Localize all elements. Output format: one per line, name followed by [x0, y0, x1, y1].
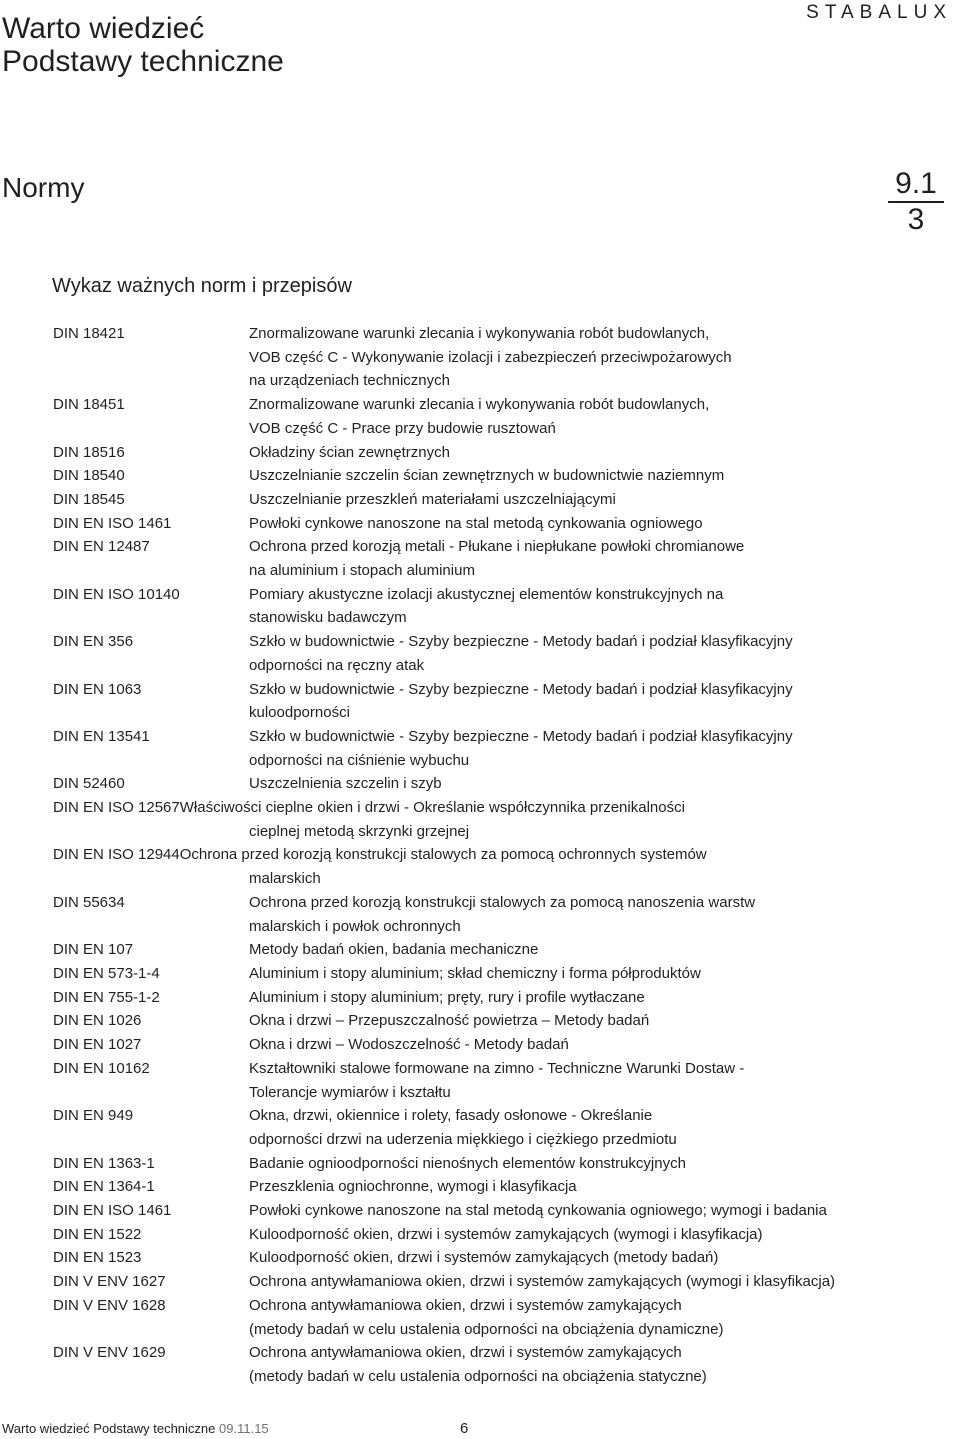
footer — [2, 1421, 269, 1436]
norm-code: DIN EN 755-1-2 — [53, 988, 160, 1006]
norm-description-line: malarskich i powłok ochronnych — [249, 917, 461, 935]
norms-list — [53, 322, 953, 1389]
norm-code: DIN EN 1522 — [53, 1225, 142, 1243]
norm-description-line: kuloodporności — [249, 704, 350, 722]
norm-description — [53, 535, 953, 582]
norm-code: DIN EN 1026 — [53, 1012, 142, 1030]
norm-description-line: Powłoki cynkowe nanoszone na stal metodą cynkowania ogniowego; wymogi i badania — [249, 1202, 827, 1220]
norm-row — [53, 1152, 953, 1176]
norm-description-line: VOB część C - Wykonywanie izolacji i zabezpieczeń przeciwpożarowych — [249, 348, 732, 366]
norm-row — [53, 488, 953, 512]
norm-row — [53, 1009, 953, 1033]
norm-row — [53, 772, 953, 796]
norm-description-line: Okna, drzwi, okiennice i rolety, fasady osłonowe - Określanie — [249, 1107, 653, 1125]
header-title-line1: Warto wiedzieć — [2, 12, 205, 45]
norm-row — [53, 1175, 953, 1199]
norm-row — [53, 1199, 953, 1223]
norm-code: DIN 52460 — [53, 775, 125, 793]
list-heading: Wykaz ważnych norm i przepisów — [52, 275, 352, 297]
norm-row — [53, 796, 953, 843]
norm-description-line: Okładziny ścian zewnętrznych — [249, 443, 450, 461]
norm-code: DIN EN 1523 — [53, 1249, 142, 1267]
norm-code: DIN 55634 — [53, 893, 125, 911]
norm-description — [53, 962, 953, 986]
norm-code: DIN 18451 — [53, 396, 125, 414]
norm-description — [53, 938, 953, 962]
norm-description — [53, 772, 953, 796]
norm-description-line: Kształtowniki stalowe formowane na zimno - Techniczne Warunki Dostaw - — [249, 1059, 745, 1077]
norm-description-line: malarskich — [249, 870, 321, 888]
norm-description-line: Uszczelnianie szczelin ścian zewnętrznych w budownictwie naziemnym — [249, 467, 725, 485]
norm-code: DIN EN 1027 — [53, 1036, 142, 1054]
norm-description — [53, 1033, 953, 1057]
norm-description — [53, 488, 953, 512]
norm-description-line: stanowisku badawczym — [249, 609, 407, 627]
norm-description-line: Szkło w budownictwie - Szyby bezpieczne - Metody badań i podział klasyfikacyjny — [249, 633, 793, 651]
norm-description — [53, 393, 953, 440]
norm-description-line: Tolerancje wymiarów i kształtu — [249, 1083, 451, 1101]
chapter-number-bottom: 3 — [907, 203, 925, 236]
norm-row — [53, 512, 953, 536]
norm-description-line: Metody badań okien, badania mechaniczne — [249, 941, 539, 959]
norm-row — [53, 1104, 953, 1151]
norm-description-line: cieplnej metodą skrzynki grzejnej — [249, 822, 470, 840]
norm-description — [53, 464, 953, 488]
header-title-line2: Podstawy techniczne — [2, 45, 284, 78]
norm-row — [53, 986, 953, 1010]
norm-description-line: Znormalizowane warunki zlecania i wykonywania robót budowlanych, — [249, 325, 710, 342]
norm-description-line: Kuloodporność okien, drzwi i systemów zamykających (wymogi i klasyfikacja) — [249, 1225, 763, 1243]
page-number: 6 — [460, 1420, 469, 1437]
norm-code: DIN EN 107 — [53, 941, 134, 959]
footer-text: Warto wiedzieć Podstawy techniczne — [2, 1421, 216, 1436]
norm-description — [53, 986, 953, 1010]
norm-row — [53, 1057, 953, 1104]
norm-description-line: Okna i drzwi – Wodoszczelność - Metody badań — [249, 1036, 569, 1054]
norm-description-line: Ochrona przed korozją konstrukcji stalowych za pomocą nanoszenia warstw — [249, 893, 756, 911]
norm-code: DIN EN 356 — [53, 633, 134, 651]
norm-row — [53, 1223, 953, 1247]
norm-description — [53, 1223, 953, 1247]
norm-description — [53, 441, 953, 465]
norm-description — [53, 1104, 953, 1151]
norm-description-line: Powłoki cynkowe nanoszone na stal metodą cynkowania ogniowego — [249, 514, 703, 532]
norm-code: DIN 18545 — [53, 490, 125, 508]
norm-description-line: Badanie ognioodporności nienośnych elementów konstrukcyjnych — [249, 1154, 686, 1172]
norm-description-line: Pomiary akustyczne izolacji akustycznej elementów konstrukcyjnych na — [249, 585, 724, 603]
footer-date: 09.11.15 — [219, 1421, 269, 1436]
norm-description-line: Ochrona antywłamaniowa okien, drzwi i systemów zamykających — [249, 1344, 682, 1362]
norm-code: DIN V ENV 1628 — [53, 1296, 166, 1314]
norm-description-line: Uszczelnienia szczelin i szyb — [249, 775, 442, 793]
norm-row — [53, 583, 953, 630]
norm-description-line: Znormalizowane warunki zlecania i wykonywania robót budowlanych, — [249, 396, 710, 414]
norm-description — [53, 678, 953, 725]
norm-description-line: (metody badań w celu ustalenia odporności na obciążenia dynamiczne) — [249, 1320, 724, 1338]
norm-row — [53, 1294, 953, 1341]
norm-row — [53, 725, 953, 772]
norm-code: DIN EN 10162 — [53, 1059, 150, 1077]
norm-row — [53, 464, 953, 488]
norm-description-line: odporności na ciśnienie wybuchu — [249, 751, 470, 769]
norm-description-line: Szkło w budownictwie - Szyby bezpieczne - Metody badań i podział klasyfikacyjny — [249, 680, 793, 698]
norm-row — [53, 938, 953, 962]
norm-code: DIN V ENV 1629 — [53, 1344, 166, 1362]
norm-code: DIN EN 1364-1 — [53, 1178, 155, 1196]
norm-row — [53, 891, 953, 938]
norm-description-line: Ochrona przed korozją metali - Płukane i niepłukane powłoki chromianowe — [249, 538, 745, 556]
norm-code: DIN 18421 — [53, 325, 125, 342]
norm-code: DIN 18540 — [53, 467, 125, 485]
norm-description-line: Przeszklenia ogniochronne, wymogi i klasyfikacja — [249, 1178, 577, 1196]
norm-description — [53, 1341, 953, 1388]
norm-description-line: Aluminium i stopy aluminium; pręty, rury i profile wytłaczane — [249, 988, 645, 1006]
norm-row — [53, 1270, 953, 1294]
norm-row — [53, 1033, 953, 1057]
norm-description — [53, 1009, 953, 1033]
norm-description — [53, 512, 953, 536]
norm-description — [53, 1152, 953, 1176]
norm-description-line: na urządzeniach technicznych — [249, 372, 450, 390]
norm-description-line: Właściwości cieplne okien i drzwi - Określanie współczynnika przenikalności — [179, 799, 685, 817]
norm-description-line: odporności na ręczny atak — [249, 656, 425, 674]
norm-row — [53, 1246, 953, 1270]
norm-row — [53, 441, 953, 465]
norm-description-line: Szkło w budownictwie - Szyby bezpieczne - Metody badań i podział klasyfikacyjny — [249, 727, 793, 745]
norm-description — [53, 725, 953, 772]
norm-description-line: odporności drzwi na uderzenia miękkiego i ciężkiego przedmiotu — [249, 1130, 677, 1148]
norm-code: DIN EN ISO 12567 — [53, 799, 180, 817]
norm-description-line: Ochrona antywłamaniowa okien, drzwi i systemów zamykających — [249, 1296, 682, 1314]
norm-code: DIN EN 1063 — [53, 680, 142, 698]
norm-code: DIN EN ISO 1461 — [53, 1202, 172, 1220]
norm-row — [53, 393, 953, 440]
section-title: Normy — [2, 172, 85, 203]
norm-description — [53, 322, 953, 393]
norm-description — [53, 1175, 953, 1199]
norm-description — [53, 1057, 953, 1104]
norm-description-line: VOB część C - Prace przy budowie rusztowań — [249, 419, 556, 437]
norm-code: DIN EN ISO 10140 — [53, 585, 180, 603]
norm-code: DIN 18516 — [53, 443, 125, 461]
norm-description — [53, 1246, 953, 1270]
norm-description-line: Aluminium i stopy aluminium; skład chemiczny i forma półproduktów — [249, 964, 701, 982]
norm-code: DIN EN 949 — [53, 1107, 134, 1125]
norm-row — [53, 962, 953, 986]
norm-code: DIN EN 12487 — [53, 538, 150, 556]
norm-row — [53, 678, 953, 725]
norm-description-line: na aluminium i stopach aluminium — [249, 562, 475, 580]
norm-description — [53, 1270, 953, 1294]
norm-description — [53, 891, 953, 938]
norm-row — [53, 322, 953, 393]
norm-code: DIN EN 573-1-4 — [53, 964, 160, 982]
header-title — [2, 12, 284, 78]
norm-description — [53, 630, 953, 677]
chapter-number-top: 9.1 — [888, 167, 944, 203]
norm-description-line: Kuloodporność okien, drzwi i systemów zamykających (metody badań) — [249, 1249, 719, 1267]
brand-logo: STABALUX — [806, 2, 952, 23]
chapter-number — [888, 167, 944, 237]
norm-row — [53, 1341, 953, 1388]
norm-description-line: Ochrona przed korozją konstrukcji stalowych za pomocą ochronnych systemów — [179, 846, 707, 864]
norm-code: DIN EN ISO 12944 — [53, 846, 180, 864]
norm-description — [53, 1294, 953, 1341]
norm-code: DIN V ENV 1627 — [53, 1273, 166, 1291]
norm-description-line: Ochrona antywłamaniowa okien, drzwi i systemów zamykających (wymogi i klasyfikacja) — [249, 1273, 836, 1291]
norm-description — [53, 1199, 953, 1223]
norm-description — [53, 583, 953, 630]
norm-description-line: Okna i drzwi – Przepuszczalność powietrza – Metody badań — [249, 1012, 650, 1030]
norm-description-line: (metody badań w celu ustalenia odporności na obciążenia statyczne) — [249, 1367, 707, 1385]
norm-description-line: Uszczelnianie przeszkleń materiałami uszczelniającymi — [249, 490, 616, 508]
norm-row — [53, 630, 953, 677]
norm-code: DIN EN 1363-1 — [53, 1154, 155, 1172]
norm-code: DIN EN 13541 — [53, 727, 150, 745]
norm-code: DIN EN ISO 1461 — [53, 514, 172, 532]
norm-row — [53, 535, 953, 582]
norm-row — [53, 843, 953, 890]
